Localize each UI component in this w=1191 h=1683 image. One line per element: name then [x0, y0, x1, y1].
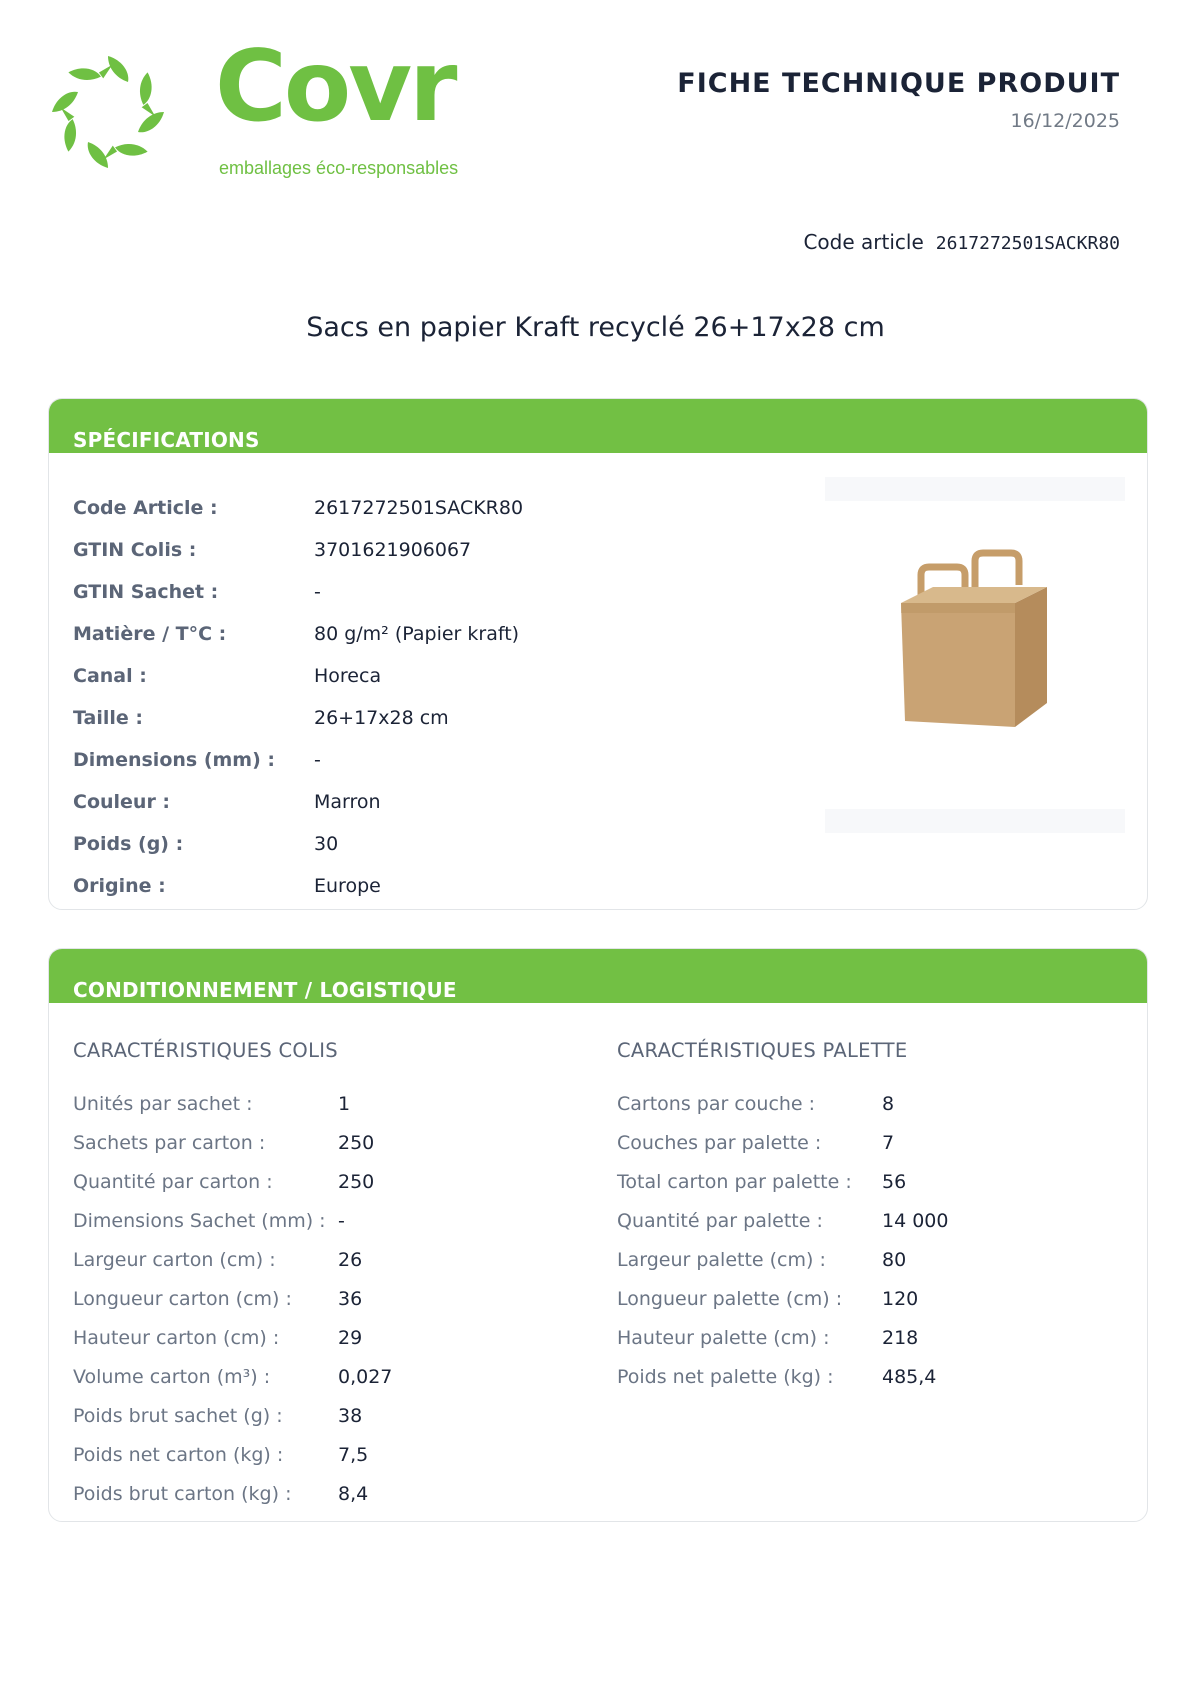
leaf-ring-icon: [46, 50, 170, 174]
palette-row-label: Couches par palette :: [617, 1131, 822, 1154]
colis-row-value: 250: [338, 1170, 375, 1193]
spec-row: [73, 697, 523, 739]
kraft-paper-bag-icon: [825, 475, 1125, 835]
spec-row-value: 2617272501SACKR80: [314, 497, 524, 519]
colis-row-value: -: [338, 1209, 345, 1232]
colis-row-label: Hauteur carton (cm) :: [73, 1326, 280, 1349]
palette-row-value: 56: [882, 1170, 907, 1193]
palette-row: [617, 1162, 948, 1201]
colis-row: [73, 1318, 392, 1357]
colis-list: [73, 1084, 392, 1513]
article-code-label: Code article: [803, 230, 924, 254]
spec-row-value: 30: [314, 833, 339, 855]
colis-row-value: 7,5: [338, 1443, 369, 1466]
spec-row-value: Marron: [314, 791, 381, 813]
colis-row: [73, 1474, 392, 1513]
spec-row-value: Horeca: [314, 665, 382, 687]
spec-row: [73, 865, 523, 907]
product-image: [825, 475, 1125, 835]
colis-row-label: Sachets par carton :: [73, 1131, 266, 1154]
spec-row-value: -: [314, 581, 321, 603]
colis-row: [73, 1435, 392, 1474]
colis-row-value: 0,027: [338, 1365, 393, 1388]
palette-row: [617, 1084, 948, 1123]
colis-row-label: Poids net carton (kg) :: [73, 1443, 284, 1466]
colis-row: [73, 1357, 392, 1396]
colis-row: [73, 1084, 392, 1123]
colis-row: [73, 1162, 392, 1201]
palette-row-value: 14 000: [882, 1209, 949, 1232]
palette-row-label: Longueur palette (cm) :: [617, 1287, 843, 1310]
spec-row-value: -: [314, 749, 321, 771]
spec-row-label: Origine :: [73, 875, 166, 897]
spec-row-label: Taille :: [73, 707, 143, 729]
palette-row-label: Hauteur palette (cm) :: [617, 1326, 830, 1349]
colis-row: [73, 1201, 392, 1240]
specifications-header: [49, 399, 1147, 453]
palette-row-label: Poids net palette (kg) :: [617, 1365, 834, 1388]
palette-row: [617, 1279, 948, 1318]
logistics-card: [48, 948, 1148, 1522]
brand-tagline: emballages éco-responsables: [219, 158, 459, 178]
article-code-value: 2617272501SACKR80: [935, 233, 1120, 254]
brand-wordmark: Covr: [215, 30, 455, 144]
article-code-line: [803, 230, 1120, 254]
colis-title: CARACTÉRISTIQUES COLIS: [73, 1039, 338, 1062]
colis-row-label: Largeur carton (cm) :: [73, 1248, 276, 1271]
colis-row-label: Dimensions Sachet (mm) :: [73, 1209, 326, 1232]
colis-row-value: 8,4: [338, 1482, 369, 1505]
colis-row: [73, 1240, 392, 1279]
palette-row-label: Total carton par palette :: [617, 1170, 852, 1193]
product-title: Sacs en papier Kraft recyclé 26+17x28 cm: [306, 312, 885, 343]
palette-row-value: 7: [882, 1131, 895, 1154]
spec-row-value: 26+17x28 cm: [314, 707, 449, 729]
colis-row-label: Volume carton (m³) :: [73, 1365, 271, 1388]
logistics-heading: CONDITIONNEMENT / LOGISTIQUE: [73, 978, 457, 1002]
colis-column: [73, 1039, 392, 1513]
palette-row-value: 120: [882, 1287, 919, 1310]
colis-row: [73, 1123, 392, 1162]
colis-row: [73, 1396, 392, 1435]
spec-row: [73, 613, 523, 655]
palette-title: CARACTÉRISTIQUES PALETTE: [617, 1039, 908, 1062]
spec-row: [73, 739, 523, 781]
palette-row: [617, 1201, 948, 1240]
document-date: 16/12/2025: [1010, 110, 1120, 132]
spec-row-label: Dimensions (mm) :: [73, 749, 275, 771]
palette-row-label: Quantité par palette :: [617, 1209, 823, 1232]
palette-row-value: 8: [882, 1092, 895, 1115]
palette-row: [617, 1123, 948, 1162]
palette-row: [617, 1357, 948, 1396]
spec-row-label: Canal :: [73, 665, 147, 687]
colis-row-label: Quantité par carton :: [73, 1170, 273, 1193]
palette-row-value: 80: [882, 1248, 907, 1271]
palette-row-value: 218: [882, 1326, 919, 1349]
spec-row-label: GTIN Sachet :: [73, 581, 219, 603]
colis-row-value: 26: [338, 1248, 363, 1271]
spec-row-label: Couleur :: [73, 791, 171, 813]
spec-row: [73, 571, 523, 613]
colis-row-label: Poids brut sachet (g) :: [73, 1404, 283, 1427]
specifications-heading: SPÉCIFICATIONS: [73, 428, 260, 452]
palette-row-label: Largeur palette (cm) :: [617, 1248, 826, 1271]
palette-column: [617, 1039, 948, 1396]
colis-row-value: 36: [338, 1287, 363, 1310]
specifications-card: [48, 398, 1148, 910]
spec-row: [73, 823, 523, 865]
colis-row-label: Unités par sachet :: [73, 1092, 253, 1115]
palette-row: [617, 1240, 948, 1279]
palette-row-label: Cartons par couche :: [617, 1092, 816, 1115]
colis-row: [73, 1279, 392, 1318]
spec-row: [73, 655, 523, 697]
spec-row-value: Europe: [314, 875, 381, 897]
spec-row-value: 3701621906067: [314, 539, 472, 561]
colis-row-label: Poids brut carton (kg) :: [73, 1482, 292, 1505]
colis-row-value: 1: [338, 1092, 351, 1115]
specifications-list: [73, 487, 523, 907]
logistics-header: [49, 949, 1147, 1003]
spec-row-label: Code Article :: [73, 497, 218, 519]
spec-row: [73, 487, 523, 529]
spec-row: [73, 781, 523, 823]
spec-row-label: Matière / T°C :: [73, 623, 227, 645]
colis-row-value: 29: [338, 1326, 363, 1349]
covr-logo: [46, 30, 486, 186]
spec-row-value: 80 g/m² (Papier kraft): [314, 623, 520, 645]
palette-list: [617, 1084, 948, 1396]
spec-row-label: Poids (g) :: [73, 833, 184, 855]
spec-row-label: GTIN Colis :: [73, 539, 197, 561]
page-header: [0, 0, 1191, 260]
colis-row-value: 38: [338, 1404, 363, 1427]
palette-row: [617, 1318, 948, 1357]
colis-row-value: 250: [338, 1131, 375, 1154]
spec-row: [73, 529, 523, 571]
document-title: FICHE TECHNIQUE PRODUIT: [677, 68, 1120, 99]
palette-row-value: 485,4: [882, 1365, 937, 1388]
colis-row-label: Longueur carton (cm) :: [73, 1287, 292, 1310]
